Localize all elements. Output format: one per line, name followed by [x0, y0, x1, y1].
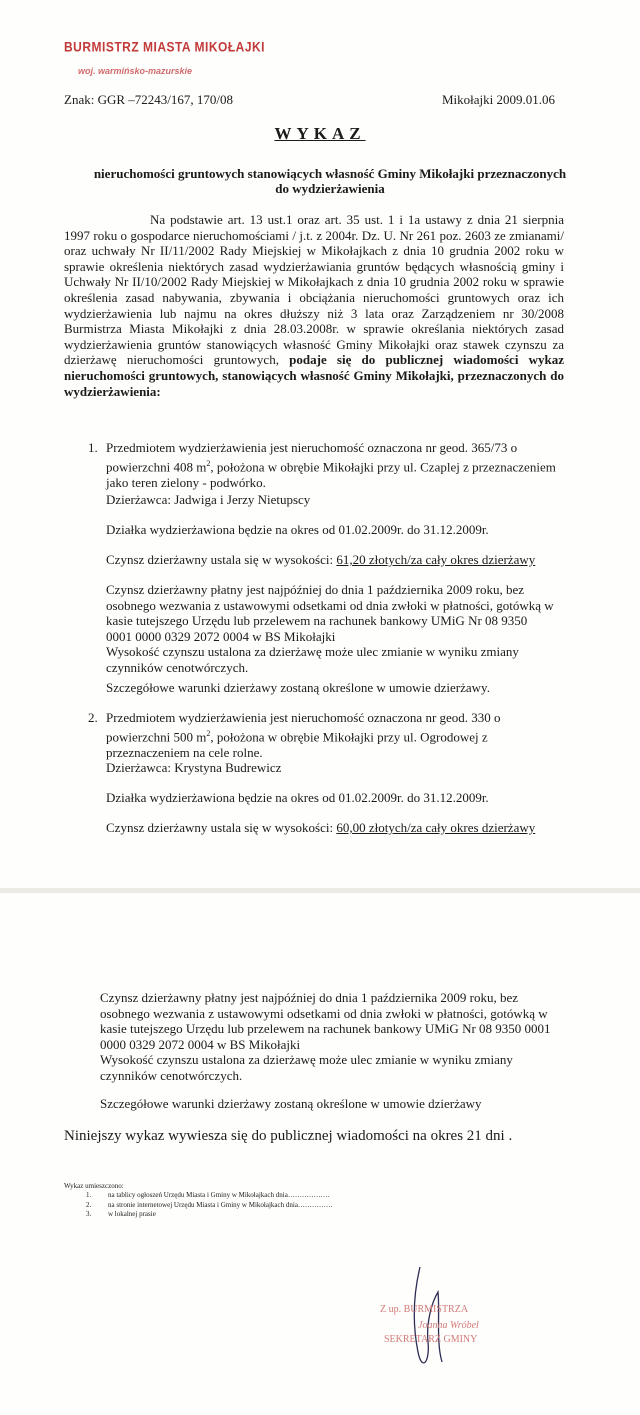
item-tenant: Dzierżawca: Jadwiga i Jerzy Nietupscy: [106, 492, 311, 507]
document-date: Mikołajki 2009.01.06: [442, 92, 556, 107]
posted-label: Wykaz umieszczono:: [64, 1182, 124, 1190]
list-item: 1. na tablicy ogłoszeń Urzędu Miasta i Gminy w Mikołajkach dnia………………: [86, 1191, 330, 1199]
rent-amount: 61,20 złotych/za cały okres dzierżawy: [336, 552, 536, 567]
page-2: [0, 893, 640, 1415]
reference-number: Znak: GGR –72243/167, 170/08: [64, 92, 233, 107]
intro-paragraph: [64, 212, 564, 399]
item-description: Przedmiotem wydzierżawienia jest nieruchomość oznaczona nr geod. 330 o powierzchni 500 $m^2$, położona w obrębie Mikołajki przy ul. Ogrodowej z przeznaczeniem na cele rolne.: [106, 710, 501, 760]
item-terms: Szczegółowe warunki dzierżawy zostaną określone w umowie dzierżawy: [100, 1096, 482, 1111]
document-subtitle: nieruchomości gruntowych stanowiących własność Gminy Mikołajki przeznaczonych do wydzierżawienia: [93, 166, 567, 196]
item-terms: Szczegółowe warunki dzierżawy zostaną określone w umowie dzierżawy.: [106, 680, 490, 695]
item-description: Przedmiotem wydzierżawienia jest nieruchomość oznaczona nr geod. 365/73 o powierzchni 408 $m^2$, położona w obrębie Mikołajki przy ul. Czaplej z przeznaczeniem jako teren zielony - podwórko.: [106, 440, 556, 490]
item-period: Działka wydzierżawiona będzie na okres od 01.02.2009r. do 31.12.2009r.: [106, 790, 489, 805]
office-stamp-region: woj. warmińsko-mazurskie: [78, 66, 193, 76]
list-item: 3. w lokalnej prasie: [86, 1210, 156, 1218]
posted-list: [86, 1191, 426, 1220]
item-number: 1.: [88, 440, 98, 455]
item-number: 2.: [88, 710, 98, 725]
intro-announcement: podaje się do publicznej wiadomości wykaz nieruchomości gruntowych, stanowiących własność Gminy Mikołajki, przeznaczonych do wydzierżawienia:: [64, 352, 565, 399]
rent-amount: 60,00 złotych/za cały okres dzierżawy: [336, 820, 536, 835]
item-rent: Czynsz dzierżawny ustala się w wysokości: 61,20 złotych/za cały okres dzierżawy: [106, 552, 536, 567]
item-rent: Czynsz dzierżawny ustala się w wysokości: 60,00 złotych/za cały okres dzierżawy: [106, 820, 536, 835]
document-title: WYKAZ: [274, 124, 366, 143]
list-item: 2. na stronie internetowej Urzędu Miasta i Gminy w Mikołajkach dnia……………: [86, 1200, 333, 1209]
signature-stamp-line2: Joanna Wróbel: [418, 1320, 479, 1331]
office-stamp-title: BURMISTRZ MIASTA MIKOŁAJKI: [64, 38, 265, 56]
posting-period-note: Niniejszy wykaz wywiesza się do publicznej wiadomości na okres 21 dni .: [64, 1128, 513, 1144]
signature-stamp-line1: Z up. BURMISTRZA: [380, 1304, 469, 1315]
intro-legal-basis: Na podstawie art. 13 ust.1 oraz art. 35 ust. 1 i 1a ustawy z dnia 21 sierpnia 1997 roku o gospodarce nieruchomościami / j.t. z 2004r. Dz. U. Nr 261 poz. 2603 ze zmianami/ oraz uchwały Nr II/11/2002 Rady Miejskiej w Mikołajkach z dnia 10 grudnia 2002 roku w sprawie określenia niektórych zasad wydzierżawiania gruntów będących własnością gminy i Uchwały Nr II/10/2002 Rady Miejskiej w Mikołajkach z dnia 10 grudnia 2002 roku w sprawie określenia zasad nabywania, zbywania i obciążania nieruchomości gruntowych oraz ich wydzierżawienia lub najmu na okres dłuższy niż 3 lata oraz Zarządzeniem nr 30/2008 Burmistrza Miasta Mikołajki z dnia 28.03.2008r. w sprawie określania niektórych zasad wydzierżawienia gruntów stanowiących własność Gminy Mikołajki oraz stawek czynszu za dzierżawę nieruchomości gruntowych,: [64, 212, 564, 368]
item-tenant: Dzierżawca: Krystyna Budrewicz: [106, 760, 282, 775]
item-payment: Czynsz dzierżawny płatny jest najpóźniej do dnia 1 października 2009 roku, bez osobnego wezwania z ustawowymi odsetkami od dnia zwłoki w płatności, gotówką w kasie tutejszego Urzędu lub przelewem na rachunek bankowy UMiG Nr 08 9350 0001 0000 0329 2072 0004 w BS Mikołajki Wysokość czynszu ustalona za dzierżawę może ulec zmianie w wyniku zmiany czynników cenotwórczych.: [106, 582, 554, 675]
item-payment: Czynsz dzierżawny płatny jest najpóźniej do dnia 1 października 2009 roku, bez osobnego wezwania z ustawowymi odsetkami od dnia zwłoki w płatności, gotówką w kasie tutejszego Urzędu lub przelewem na rachunek bankowy UMiG Nr 08 9350 0001 0000 0329 2072 0004 w BS Mikołajki Wysokość czynszu ustalona za dzierżawę może ulec zmianie w wyniku zmiany czynników cenotwórczych.: [100, 990, 551, 1083]
item-period: Działka wydzierżawiona będzie na okres od 01.02.2009r. do 31.12.2009r.: [106, 522, 489, 537]
signature-stamp-line3: SEKRETARZ GMINY: [384, 1334, 478, 1345]
